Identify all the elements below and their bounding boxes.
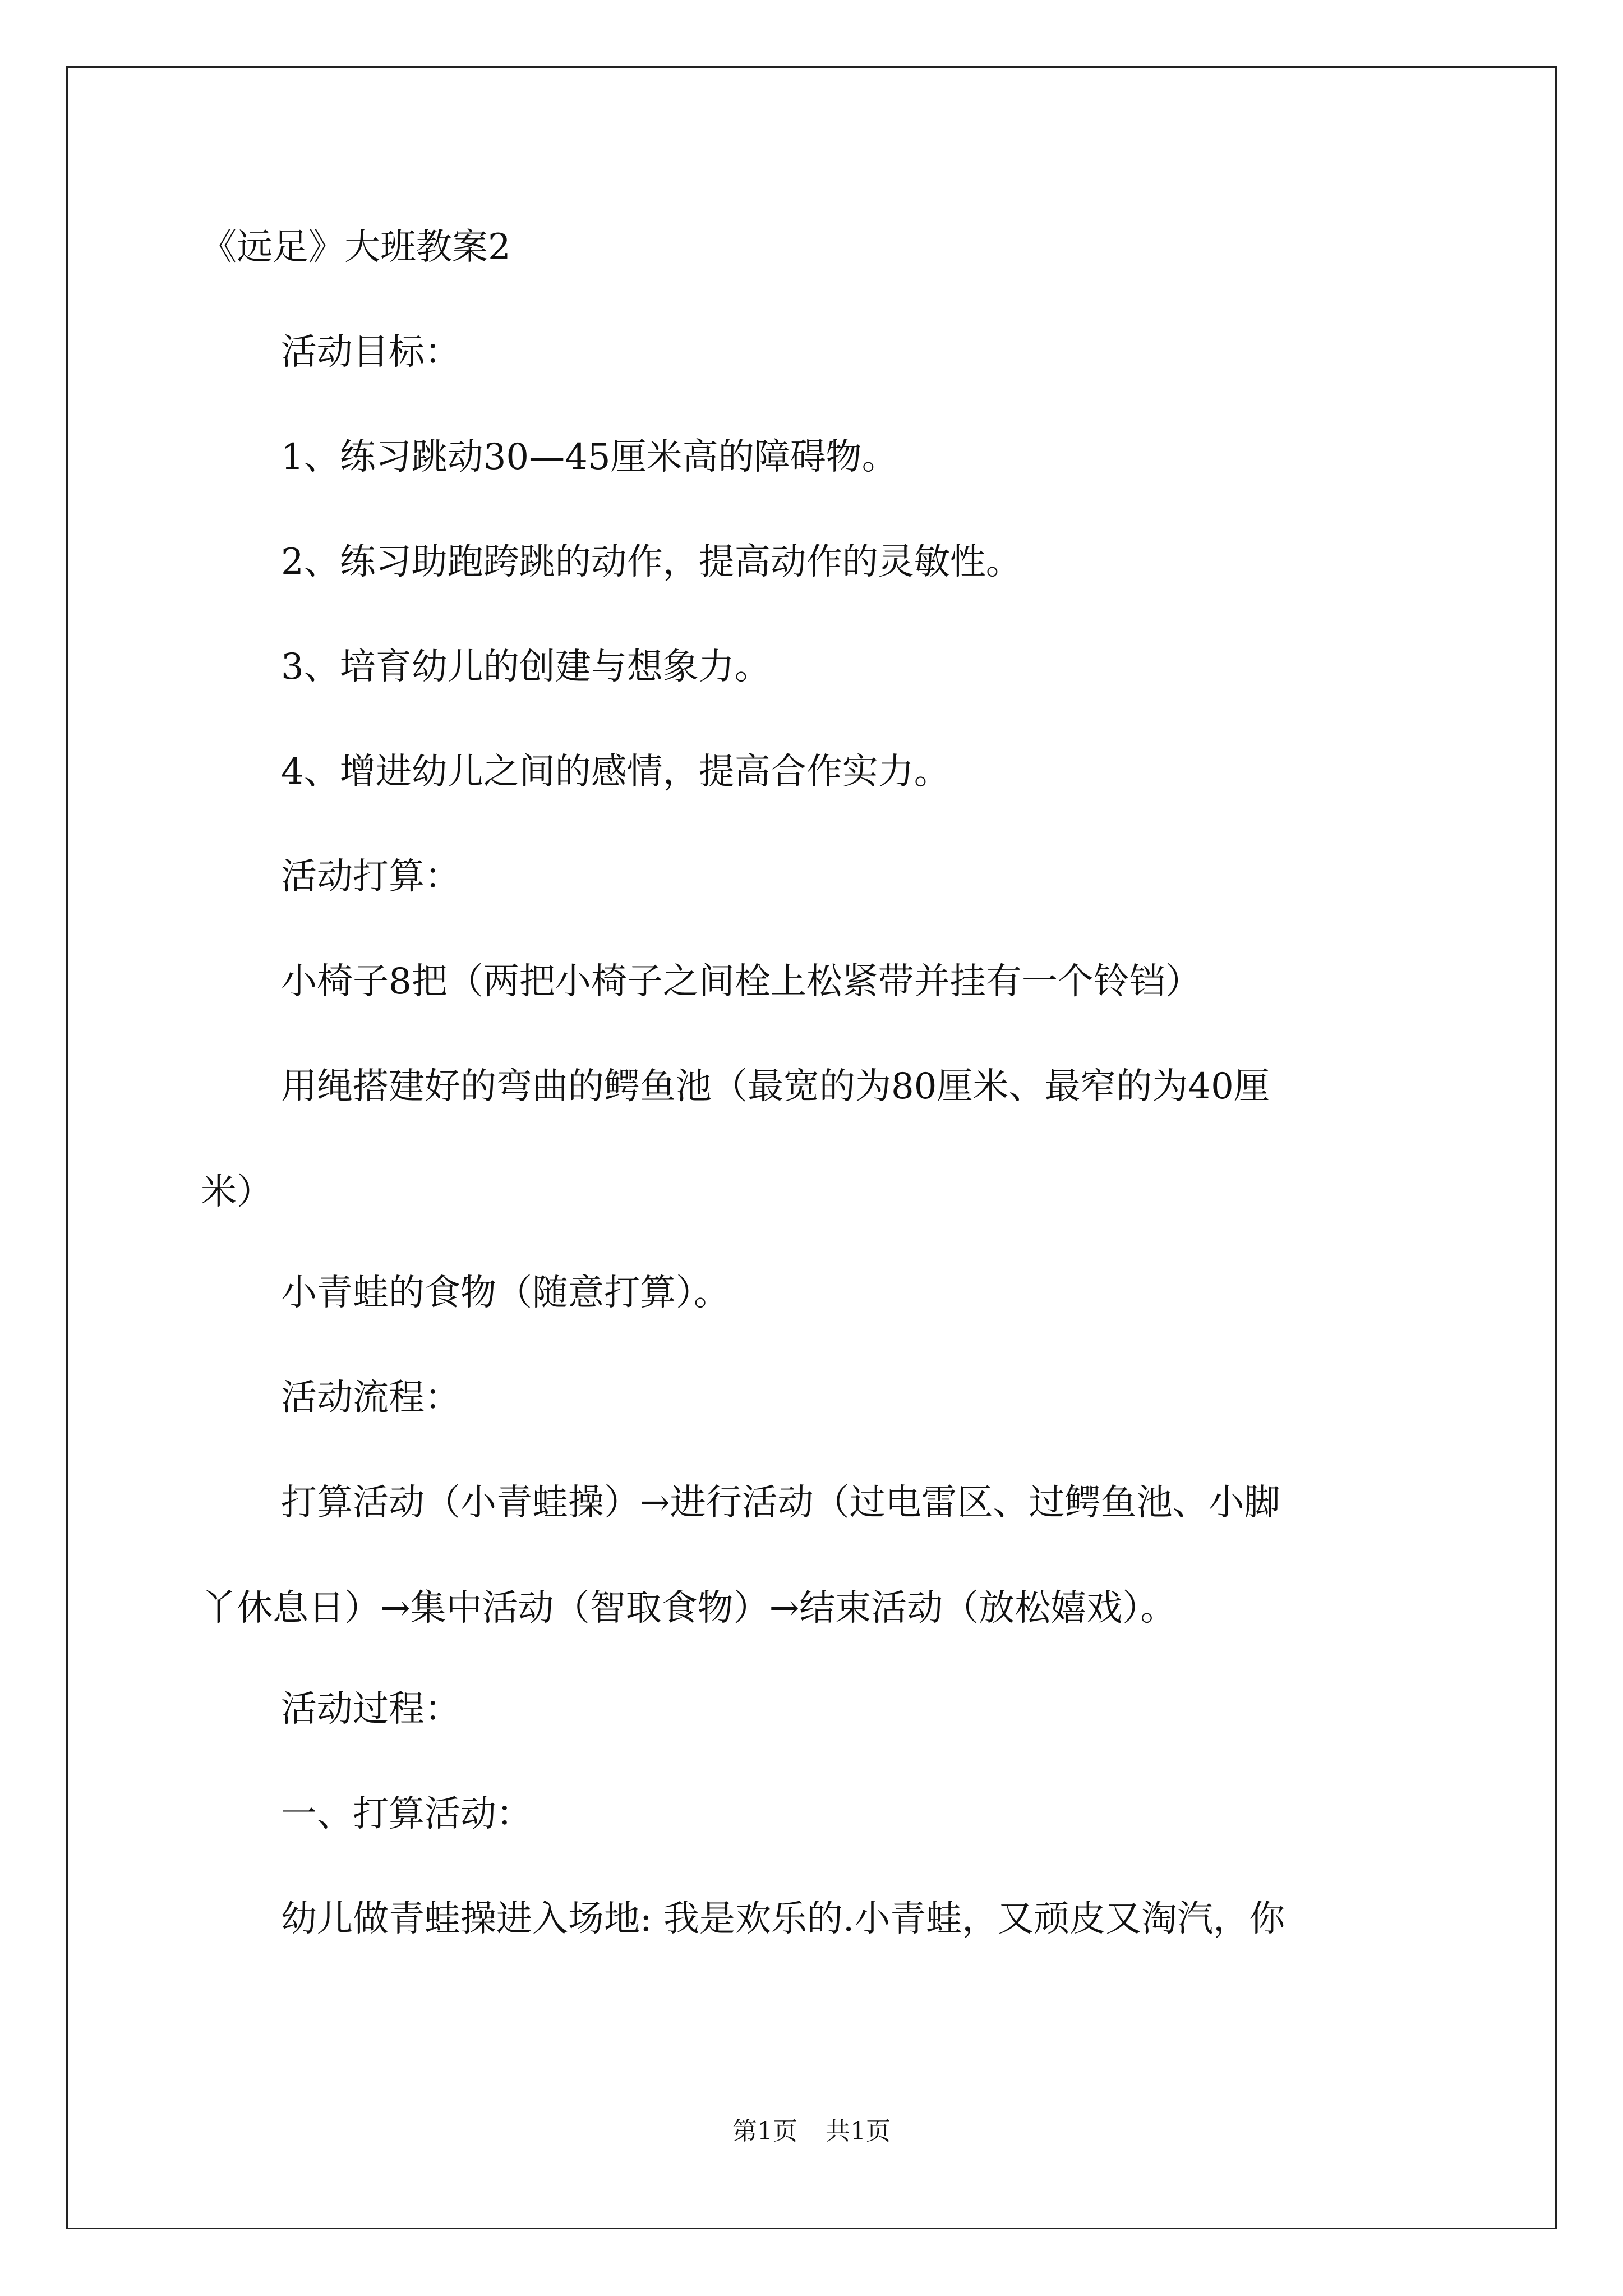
paragraph: 小青蛙的食物（随意打算）。 [281, 1272, 730, 1314]
paragraph-line: 丫休息日）→集中活动（智取食物）→结束活动（放松嬉戏）。 [201, 1588, 1177, 1629]
document-title: 《远足》大班教案2 [201, 227, 511, 268]
paragraph: 活动流程： [281, 1377, 460, 1419]
page-footer [0, 2115, 1623, 2148]
wrapped-paragraph [201, 1034, 1440, 1245]
paragraph: 活动打算： [281, 856, 460, 898]
page-total: 共1页 [826, 2117, 891, 2146]
paragraph: 活动过程： [281, 1688, 460, 1730]
paragraph: 幼儿做青蛙操进入场地: 我是欢乐的.小青蛙，又顽皮又淘汽，你 [281, 1898, 1285, 1940]
paragraph-line: 用绳搭建好的弯曲的鳄鱼池（最宽的为80厘米、最窄的为40厘 [281, 1066, 1270, 1107]
paragraph: 小椅子8把（两把小椅子之间栓上松紧带并挂有一个铃铛） [281, 961, 1201, 1002]
paragraph: 活动目标： [281, 332, 460, 373]
paragraph: 1、练习跳动30—45厘米高的障碍物。 [281, 436, 898, 478]
paragraph-line: 米） [201, 1171, 273, 1213]
wrapped-paragraph [201, 1450, 1440, 1661]
paragraph: 4、增进幼儿之间的感情，提高合作实力。 [281, 751, 950, 793]
paragraph-line: 打算活动（小青蛙操）→进行活动（过电雷区、过鳄鱼池、小脚 [281, 1482, 1280, 1524]
paragraph: 2、练习助跑跨跳的动作，提高动作的灵敏性。 [281, 541, 1022, 583]
document-body [201, 222, 1440, 1998]
paragraph: 一、打算活动： [281, 1793, 532, 1835]
page-number: 第1页 [732, 2117, 797, 2146]
paragraph: 3、培育幼儿的创建与想象力。 [281, 646, 771, 688]
